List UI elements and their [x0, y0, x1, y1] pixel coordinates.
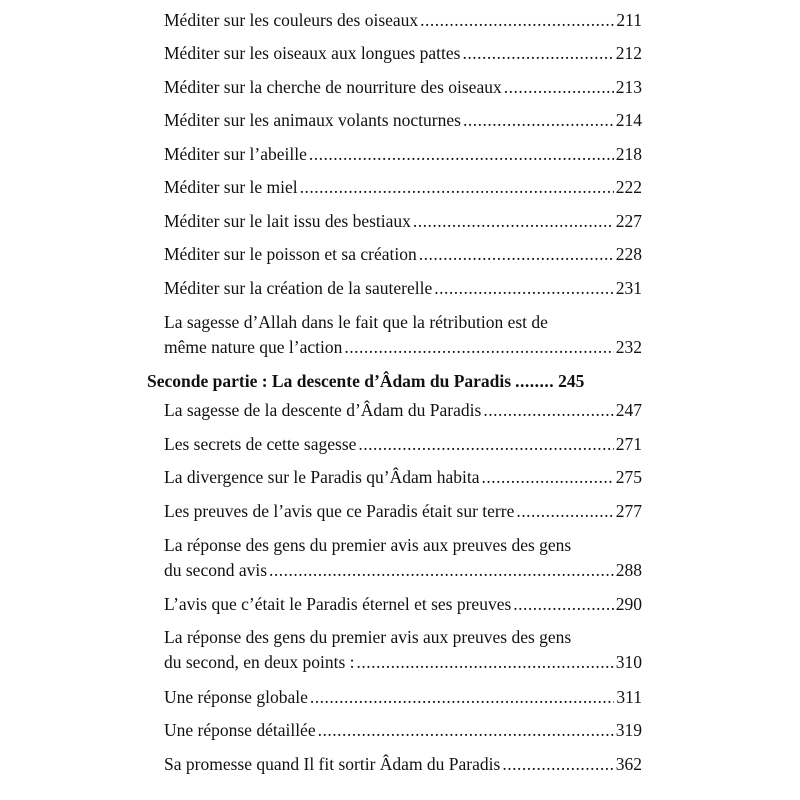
toc-entry-title: Méditer sur les oiseaux aux longues pattes: [164, 43, 461, 63]
toc-entry-title: Méditer sur les animaux volants nocturnes: [164, 110, 461, 130]
toc-entry-page: 288: [615, 560, 642, 580]
leader-dots: [482, 466, 614, 489]
toc-entry-page: 311: [616, 687, 642, 707]
toc-entry-title-line1: La réponse des gens du premier avis aux preuves des gens: [164, 535, 572, 555]
toc-entry-title: du second, en deux points :: [164, 652, 355, 672]
leader-dots: [413, 210, 614, 233]
toc-entry: [164, 753, 642, 776]
toc-entry-page: 211: [616, 10, 642, 30]
toc-entry: [164, 109, 642, 132]
leader-dots: [504, 76, 614, 99]
toc-entry-page: 222: [615, 177, 642, 197]
toc-entry-title: Sa promesse quand Il fit sortir Âdam du Paradis: [164, 754, 501, 774]
toc-entry-page: 227: [615, 211, 642, 231]
toc-entry-page: 214: [615, 110, 642, 130]
toc-entry-title: Une réponse globale: [164, 687, 308, 707]
leader-dots: [502, 753, 613, 776]
toc-entry: [164, 42, 642, 65]
toc-entry-title-line1: La sagesse d’Allah dans le fait que la rétribution est de: [164, 312, 548, 332]
toc-entry: [164, 534, 642, 582]
toc-entry-title: Méditer sur le poisson et sa création: [164, 244, 417, 264]
leader-dots: [310, 686, 615, 709]
leader-dots: [434, 277, 614, 300]
leader-dots: [462, 42, 613, 65]
leader-dots: [357, 651, 614, 674]
toc-entry-page: 275: [615, 467, 642, 487]
toc-part-heading: [147, 370, 642, 393]
toc-entry: [164, 433, 642, 456]
toc-entry-title: Les secrets de cette sagesse: [164, 434, 357, 454]
leader-dots: [419, 243, 614, 266]
toc-entry: [164, 9, 642, 32]
toc-entry-title: Une réponse détaillée: [164, 720, 316, 740]
toc-entry-title: Méditer sur le miel: [164, 177, 298, 197]
toc-entry-page: 232: [615, 337, 642, 357]
toc-entry-page: 362: [615, 754, 642, 774]
toc-entry-page: 218: [615, 144, 642, 164]
leader-dots: [483, 399, 613, 422]
toc-entry-title: La divergence sur le Paradis qu’Âdam habita: [164, 467, 480, 487]
toc-entry-page: 247: [615, 400, 642, 420]
toc-entry: [164, 719, 642, 742]
toc-entry-page: 213: [615, 77, 642, 97]
leader-dots: [516, 500, 613, 523]
leader-dots: [309, 143, 614, 166]
toc-entry-title: Méditer sur l’abeille: [164, 144, 307, 164]
toc-part-page: 245: [558, 371, 585, 391]
toc-entry-page: 228: [615, 244, 642, 264]
toc-entry-title: même nature que l’action: [164, 337, 343, 357]
toc-entry-title: du second avis: [164, 560, 268, 580]
toc-entry-page: 319: [615, 720, 642, 740]
leader-dots: [269, 559, 614, 582]
toc-entry: [164, 176, 642, 199]
toc-entry: [164, 210, 642, 233]
toc-entry-title: Les preuves de l’avis que ce Paradis était sur terre: [164, 501, 515, 521]
toc-entry: [164, 626, 642, 674]
leader-dots: [420, 9, 614, 32]
toc-entry-title: Méditer sur le lait issu des bestiaux: [164, 211, 411, 231]
toc-entry: [164, 466, 642, 489]
toc-entry-title-line1: La réponse des gens du premier avis aux preuves des gens: [164, 627, 572, 647]
toc-entry-page: 290: [615, 594, 642, 614]
toc-entry-title: Méditer sur les couleurs des oiseaux: [164, 10, 419, 30]
toc-entry: [164, 243, 642, 266]
toc-entry-page: 271: [615, 434, 642, 454]
toc-entry: [164, 500, 642, 523]
leader-dots: [513, 593, 613, 616]
toc-entry-title: L’avis que c’était le Paradis éternel et ses preuves: [164, 594, 512, 614]
leader-dots: [344, 336, 613, 359]
toc-entry-page: 231: [615, 278, 642, 298]
leader-dots: [300, 176, 614, 199]
toc-entry: [164, 76, 642, 99]
toc-part-title: Seconde partie : La descente d’Âdam du Paradis: [147, 371, 512, 391]
toc-entry-page: 212: [615, 43, 642, 63]
leader-dots: [358, 433, 613, 456]
toc-entry: [164, 311, 642, 359]
toc-entry-title: Méditer sur la création de la sauterelle: [164, 278, 433, 298]
leader-dots: [515, 370, 554, 393]
toc-entry-page: 277: [615, 501, 642, 521]
toc-entry: [164, 143, 642, 166]
toc-entry: [164, 686, 642, 709]
toc-entry: [164, 399, 642, 422]
leader-dots: [318, 719, 614, 742]
toc-entry-title: La sagesse de la descente d’Âdam du Paradis: [164, 400, 482, 420]
toc-entry: [164, 593, 642, 616]
toc-entry: [164, 277, 642, 300]
toc-entry-title: Méditer sur la cherche de nourriture des oiseaux: [164, 77, 502, 97]
leader-dots: [463, 109, 614, 132]
toc-entry-page: 310: [615, 652, 642, 672]
